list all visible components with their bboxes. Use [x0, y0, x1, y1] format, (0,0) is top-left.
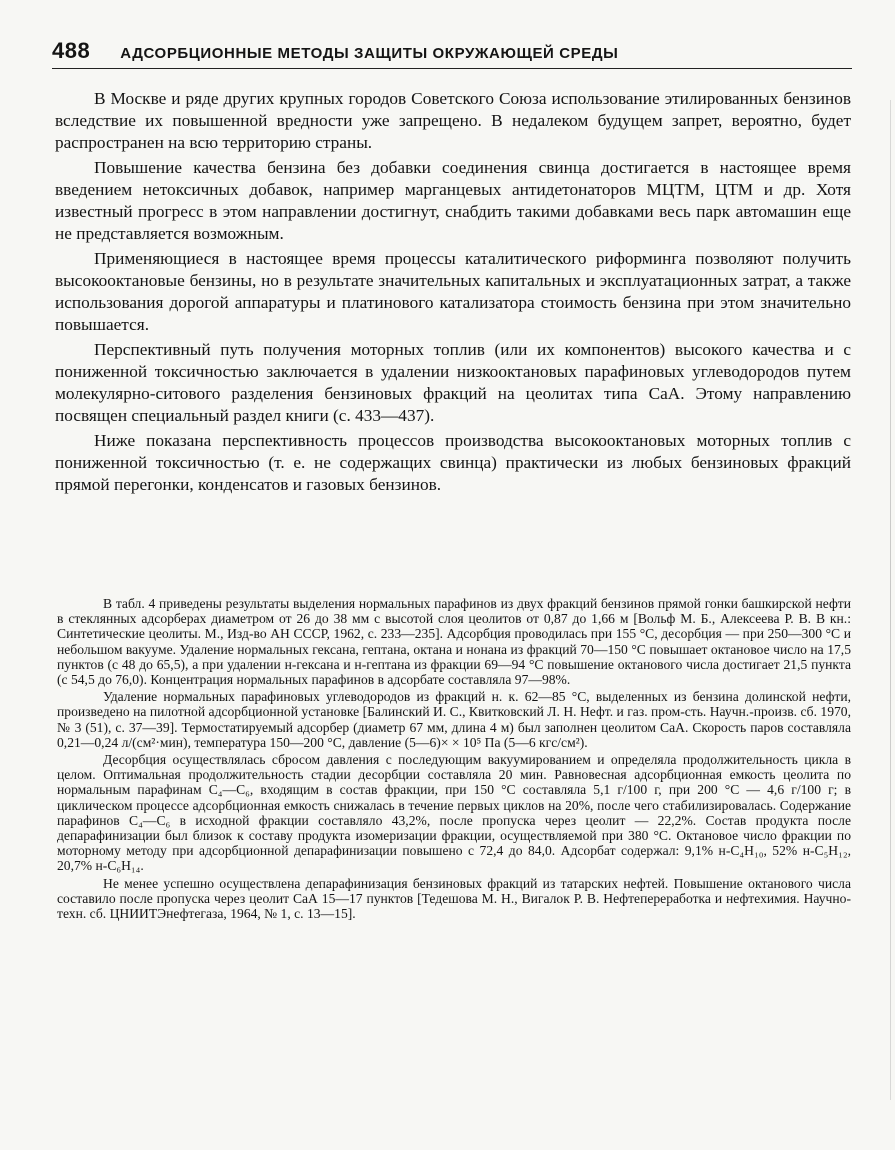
main-paragraph: Повышение качества бензина без добавки соединения свинца достигается в настоящее время введением нетоксичных добавок, например марганцевых антидетонаторов МЦТМ, ЦТМ и др. Хотя известный прогресс в этом направлении достигнут, снабдить такими добавками весь парк автомашин еще не представляется возможным.	[55, 158, 851, 243]
small-paragraph: В табл. 4 приведены результаты выделения нормальных парафинов из двух фракций бензинов прямой гонки башкирской нефти в стеклянных адсорберах диаметром от 26 до 38 мм с высотой слоя цеолитов от 0,87 до 1,66 м [Вольф М. Б., Алексеева Р. В. В кн.: Синтетические цеолиты. М., Изд-во АН СССР, 1962, с. 233—235]. Адсорбция проводилась при 155 °С, десорбция — при 250—300 °С и небольшом вакууме. Удаление нормальных гексана, гептана, октана и нонана из фракций 70—150 °С повышает октановое число на 17,5 пунктов (с 48 до 65,5), а при удалении н-гексана и н-гептана из фракции 69—94 °С повышение октанового числа достигает 21,5 пункта (с 54,5 до 76,0). Концентрация нормальных парафинов в адсорбате составляла 97—98%.	[57, 596, 851, 688]
page-edge-shadow	[890, 100, 891, 1100]
page-number: 488	[52, 38, 91, 63]
main-paragraph: Применяющиеся в настоящее время процессы каталитического риформинга позволяют получить высокооктановые бензины, но в результате значительных капитальных и эксплуатационных затрат, а также использования дорогой аппаратуры и платинового катализатора стоимость бензина при этом значительно повышается.	[55, 249, 851, 334]
page-header	[52, 38, 852, 64]
main-paragraph: В Москве и ряде других крупных городов Советского Союза использование этилированных бензинов вследствие их повышенной вредности уже запрещено. В недалеком будущем запрет, вероятно, будет распространен на всю территорию страны.	[55, 89, 851, 152]
main-paragraph: Перспективный путь получения моторных топлив (или их компонентов) высокого качества и с пониженной токсичностью заключается в удалении низкооктановых парафиновых углеводородов путем молекулярно-ситового разделения бензиновых фракций на цеолитах типа СаА. Этому направлению посвящен специальный раздел книги (с. 433—437).	[55, 340, 851, 425]
main-text-block	[55, 88, 851, 499]
small-print-block	[57, 596, 851, 923]
small-paragraph: Удаление нормальных парафиновых углеводородов из фракций н. к. 62—85 °С, выделенных из бензина долинской нефти, произведено на пилотной адсорбционной установке [Балинский И. С., Квитковский Л. Н. Нефт. и газ. пром-сть. Научн.-произв. сб. 1970, № 3 (51), с. 37—39]. Термостатируемый адсорбер (диаметр 67 мм, длина 4 м) был заполнен цеолитом СаА. Скорость паров составляла 0,21—0,24 л/(см²·мин), температура 150—200 °С, давление (5—6)× × 10⁵ Па (5—6 кгс/см²).	[57, 689, 851, 750]
main-paragraph: Ниже показана перспективность процессов производства высокооктановых моторных топлив с пониженной токсичностью (т. е. не содержащих свинца) практически из любых бензиновых фракций прямой перегонки, конденсатов и газовых бензинов.	[55, 431, 851, 494]
header-rule	[52, 68, 852, 69]
small-paragraph: Не менее успешно осуществлена депарафинизация бензиновых фракций из татарских нефтей. Повышение октанового числа составило после пропуска через цеолит СаА 15—17 пунктов [Тедешова М. Н., Вигалок Р. В. Нефтепереработка и нефтехимия. Научно-техн. сб. ЦНИИТЭнефтегаза, 1964, № 1, с. 13—15].	[57, 875, 851, 922]
running-title: АДСОРБЦИОННЫЕ МЕТОДЫ ЗАЩИТЫ ОКРУЖАЮЩЕЙ СРЕДЫ	[120, 45, 619, 62]
small-paragraph: Десорбция осуществлялась сбросом давления с последующим вакуумированием и определяла продолжительность цикла в целом. Оптимальная продолжительность стадии десорбции составляла 20 мин. Равновесная адсорбционная емкость цеолита по нормальным парафинам С₄—С₆, входящим в состав фракции, при 150 °С составляла 5,1 г/100 г, при 200 °С — 4,6 г/100 г; в циклическом процессе адсорбционная емкость снижалась в течение первых циклов на 20%, после чего стабилизировалась. Содержание парафинов С₄—С₆ в исходной фракции составляло 43,2%, после пропуска через цеолит — 22,2%. Состав продукта после депарафинизации был близок к составу продукта изомеризации фракции, осуществляемой при 380 °С. Октановое число фракции по моторному методу при адсорбционной депарафинизации повышено с 72,4 до 84,0. Адсорбат содержал: 9,1% н-С₄Н₁₀, 52% н-С₅Н₁₂, 20,7% н-С₆Н₁₄.	[57, 752, 851, 874]
